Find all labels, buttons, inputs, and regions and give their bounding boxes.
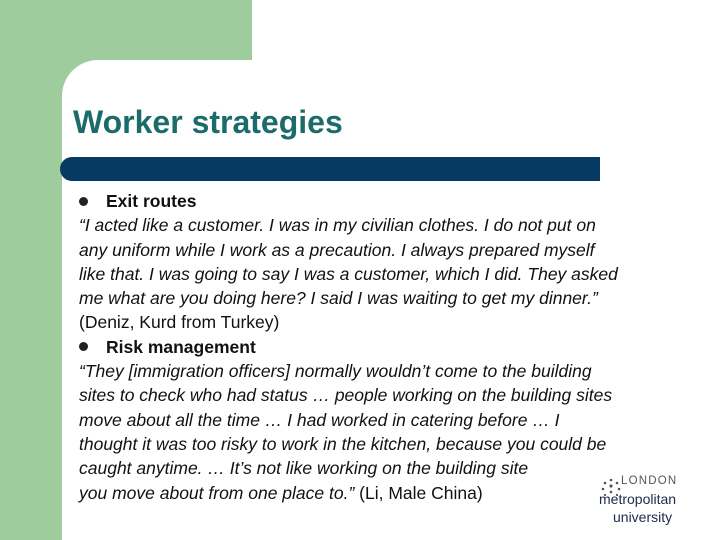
logo-line-1: LONDON xyxy=(621,475,678,487)
bullet-heading: Risk management xyxy=(106,336,256,357)
quote-line: me what are you doing here? I said I was waiting to get my dinner.” xyxy=(79,288,598,309)
bullet-item-exit-routes xyxy=(79,189,694,213)
quote-line: caught anytime. … It’s not like working on the building site xyxy=(79,458,529,479)
logo-line-2: metropolitan xyxy=(599,491,677,507)
logo-line-3: university xyxy=(613,509,673,525)
quote-line: move about all the time … I had worked in catering before … I xyxy=(79,409,560,430)
slide-title: Worker strategies xyxy=(73,104,343,140)
quote-line: like that. I was going to say I was a customer, which I did. They asked xyxy=(79,263,618,284)
title-divider-bar xyxy=(60,157,600,181)
quote-line: “They [immigration officers] normally wouldn’t come to the building xyxy=(79,361,592,382)
quote-line: sites to check who had status … people working on the building sites xyxy=(79,385,613,406)
quote-line: any uniform while I work as a precaution. I always prepared myself xyxy=(79,239,595,260)
bullet-item-risk-management xyxy=(79,335,694,359)
bullet-heading: Exit routes xyxy=(106,191,197,211)
slide-content xyxy=(79,189,694,505)
quote-line: “I acted like a customer. I was in my civilian clothes. I do not put on xyxy=(79,215,596,236)
quote-attribution: (Deniz, Kurd from Turkey) xyxy=(79,312,280,333)
quote-line: thought it was too risky to work in the kitchen, because you could be xyxy=(79,433,607,454)
bullet-icon xyxy=(79,342,88,351)
quote-line-with-attribution: you move about from one place to.” (Li, Male China) xyxy=(79,482,483,503)
london-metropolitan-university-logo xyxy=(597,470,707,540)
bullet-icon xyxy=(79,197,88,206)
